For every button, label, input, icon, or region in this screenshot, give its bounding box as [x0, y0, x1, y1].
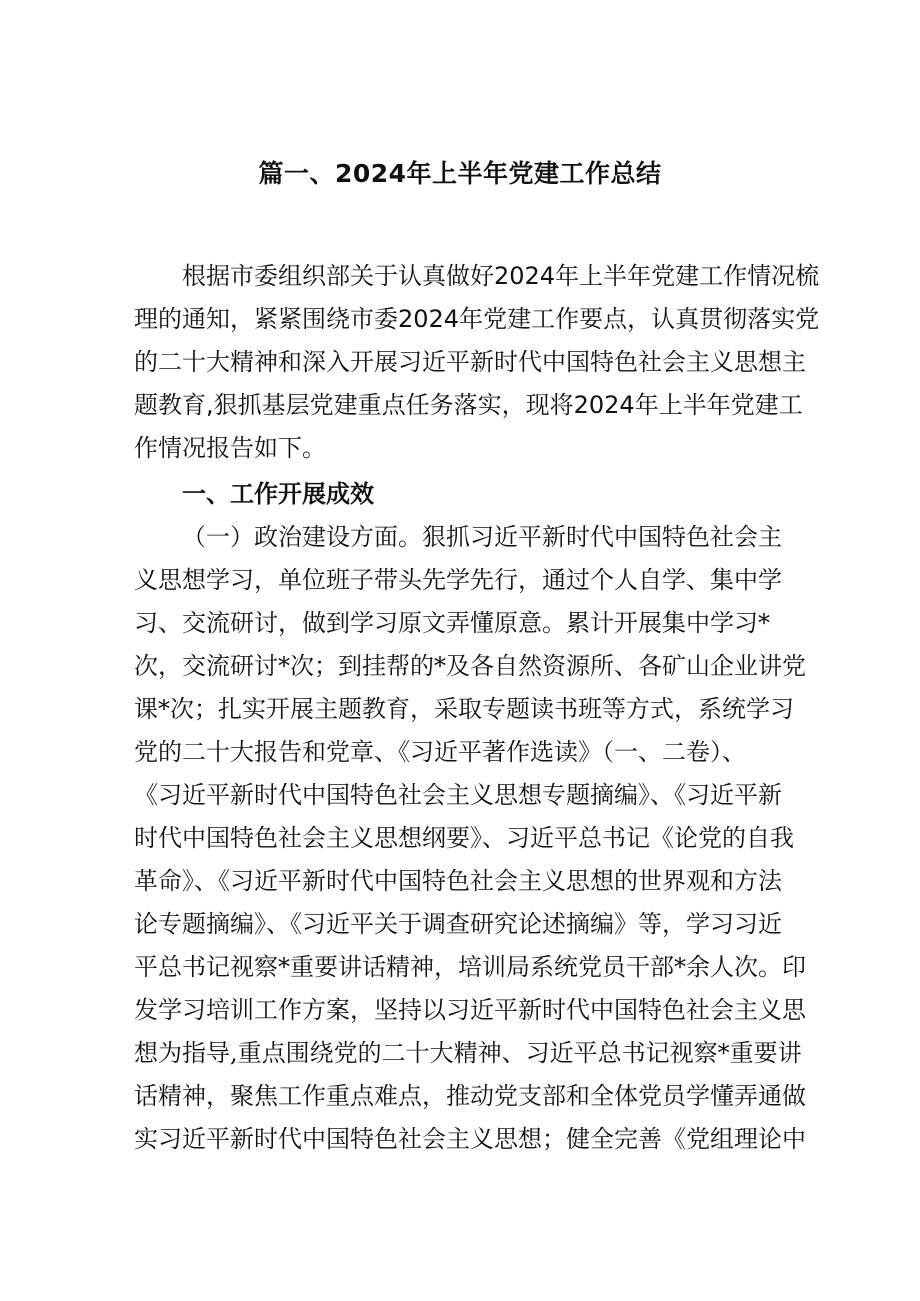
intro-line-5: 作情况报告如下。: [134, 434, 326, 462]
body-line-5: 课*次；扎实开展主题教育，采取专题读书班等方式，系统学习: [134, 695, 794, 723]
body-line-12: 发学习培训工作方案，坚持以习近平新时代中国特色社会主义思: [134, 996, 806, 1024]
body-line-15: 实习近平新时代中国特色社会主义思想；健全完善《党组理论中: [134, 1125, 806, 1153]
body-line-3: 习、交流研讨，做到学习原文弄懂原意。累计开展集中学习*: [134, 609, 770, 637]
intro-line-1: 根据市委组织部关于认真做好2024年上半年党建工作情况梳: [182, 262, 820, 290]
document-title: 篇一、2024年上半年党建工作总结: [258, 159, 662, 188]
body-line-8: 时代中国特色社会主义思想纲要》、习近平总书记《论党的自我: [134, 824, 794, 852]
body-line-2: 义思想学习，单位班子带头先学先行，通过个人自学、集中学: [134, 566, 782, 594]
body-line-11: 平总书记视察*重要讲话精神，培训局系统党员干部*余人次。印: [134, 953, 806, 981]
body-line-4: 次，交流研讨*次；到挂帮的*及各自然资源所、各矿山企业讲党: [134, 652, 806, 680]
section-heading: 一、工作开展成效: [182, 480, 374, 508]
body-line-6: 党的二十大报告和党章、《习近平著作选读》（一、二卷）、: [134, 738, 746, 766]
body-line-1: （一）政治建设方面。狠抓习近平新时代中国特色社会主: [182, 523, 782, 551]
intro-line-3: 的二十大精神和深入开展习近平新时代中国特色社会主义思想主: [134, 348, 806, 376]
body-line-13: 想为指导,重点围绕党的二十大精神、习近平总书记视察*重要讲: [134, 1039, 802, 1067]
body-line-10: 论专题摘编》、《习近平关于调查研究论述摘编》等，学习习近: [134, 910, 782, 938]
intro-line-2: 理的通知，紧紧围绕市委2024年党建工作要点，认真贯彻落实党: [134, 305, 820, 333]
body-line-14: 话精神，聚焦工作重点难点，推动党支部和全体党员学懂弄通做: [134, 1082, 806, 1110]
body-line-9: 革命》、《习近平新时代中国特色社会主义思想的世界观和方法: [134, 867, 782, 895]
intro-line-4: 题教育,狠抓基层党建重点任务落实，现将2024年上半年党建工: [134, 391, 803, 419]
body-line-7: 《习近平新时代中国特色社会主义思想专题摘编》、《习近平新: [134, 781, 782, 809]
